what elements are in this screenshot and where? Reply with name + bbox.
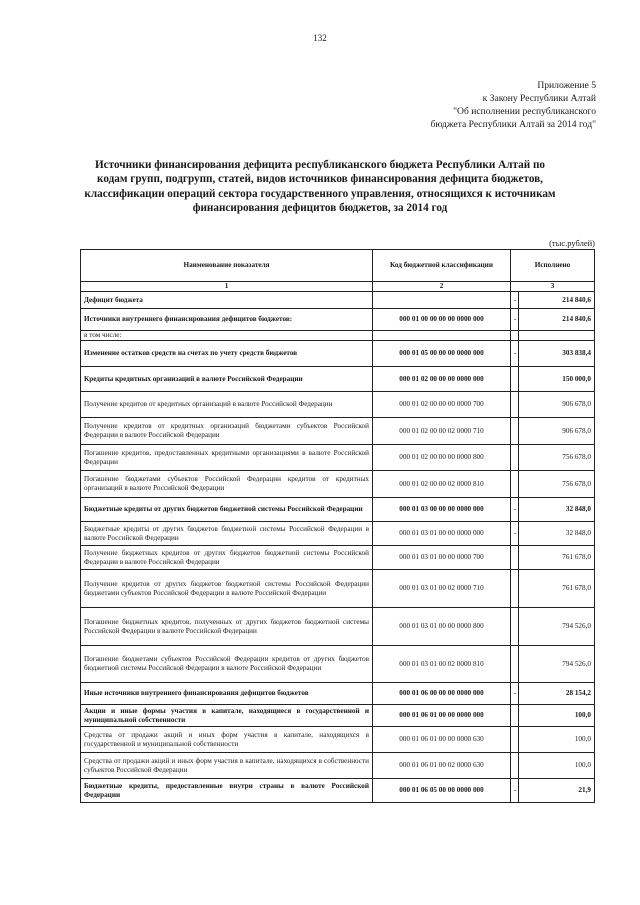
row-value: 303 838,4 [519, 341, 595, 367]
row-value: 906 678,0 [519, 418, 595, 445]
row-code: 000 01 06 01 00 02 0000 630 [373, 753, 511, 779]
row-sign [511, 570, 519, 608]
column-number: 1 [81, 282, 373, 292]
row-code: 000 01 03 01 00 00 0000 000 [373, 522, 511, 546]
row-value: 756 678,0 [519, 471, 595, 498]
row-name: Средства от продажи акций и иных форм участия в капитале, находящихся в собственности субъектов Российской Федерации [81, 753, 373, 779]
row-value: 761 678,0 [519, 546, 595, 570]
row-value: 28 154,2 [519, 683, 595, 705]
row-name: Дефицит бюджета [81, 292, 373, 309]
table-row [81, 418, 595, 445]
row-sign [511, 646, 519, 683]
header-value: Исполнено [511, 250, 595, 282]
table-row [81, 779, 595, 803]
row-name: Изменение остатков средств на счетах по учету средств бюджетов [81, 341, 373, 367]
row-name: Погашение кредитов, предоставленных кредитными организациями в валюте Российской Федерации [81, 445, 373, 471]
column-number: 3 [511, 282, 595, 292]
table-row [81, 646, 595, 683]
row-name: Погашение бюджетами субъектов Российской Федерации кредитов от кредитных организаций в валюте Российской Федерации [81, 471, 373, 498]
row-name: Бюджетные кредиты от других бюджетов бюджетной системы Российской Федерации в валюте Российской Федерации [81, 522, 373, 546]
row-name: Получение кредитов от других бюджетов бюджетной системы Российской Федерации бюджетами субъектов Российской Федерации в валюте Российской Федерации [81, 570, 373, 608]
table-row [81, 292, 595, 309]
document-title: Источники финансирования дефицита республиканского бюджета Республики Алтай по кодам групп, подгрупп, статей, видов источников финансирования дефицита бюджетов, классификации операций сектора государственного управления, относящихся к источникам финансирования дефицитов бюджетов, за 2014 год [84, 159, 556, 215]
row-name: Получение кредитов от кредитных организаций в валюте Российской Федерации [81, 392, 373, 418]
row-sign: - [511, 522, 519, 546]
row-sign [511, 445, 519, 471]
row-value: 214 840,6 [519, 292, 595, 309]
row-code: 000 01 05 00 00 00 0000 000 [373, 341, 511, 367]
row-value: 756 678,0 [519, 445, 595, 471]
row-name: Акции и иные формы участия в капитале, находящиеся в государственной и муниципальной собственности [81, 705, 373, 727]
row-value [519, 331, 595, 341]
row-name: Бюджетные кредиты от других бюджетов бюджетной системы Российской Федерации [81, 498, 373, 522]
row-sign [511, 753, 519, 779]
row-value: 761 678,0 [519, 570, 595, 608]
row-value: 214 840,6 [519, 309, 595, 331]
row-sign: - [511, 779, 519, 803]
row-value: 100,0 [519, 727, 595, 753]
row-code: 000 01 03 00 00 00 0000 000 [373, 498, 511, 522]
table-row [81, 522, 595, 546]
header-name: Наименование показателя [81, 250, 373, 282]
table-row [81, 341, 595, 367]
table-row [81, 608, 595, 646]
appendix-line: Приложение 5 [537, 80, 596, 91]
table-row [81, 705, 595, 727]
table-row [81, 727, 595, 753]
table-row [81, 309, 595, 331]
row-sign: - [511, 341, 519, 367]
row-code: 000 01 03 01 00 00 0000 800 [373, 608, 511, 646]
financing-sources-table [80, 249, 595, 803]
row-name: Погашение бюджетами субъектов Российской Федерации кредитов от других бюджетов бюджетной системы Российской Федерации в валюте Российской Федерации [81, 646, 373, 683]
row-name: Кредиты кредитных организаций в валюте Российской Федерации [81, 367, 373, 392]
row-value: 794 526,0 [519, 646, 595, 683]
row-name: Средства от продажи акций и иных форм участия в капитале, находящихся в государственной и муниципальной собственности [81, 727, 373, 753]
table-row [81, 367, 595, 392]
row-sign [511, 392, 519, 418]
table-row [81, 546, 595, 570]
row-sign [511, 608, 519, 646]
row-name: Иные источники внутреннего финансирования дефицитов бюджетов [81, 683, 373, 705]
row-code: 000 01 02 00 00 02 0000 710 [373, 418, 511, 445]
row-value: 100,0 [519, 753, 595, 779]
row-name: Получение кредитов от кредитных организаций бюджетами субъектов Российской Федерации в валюте Российской Федерации [81, 418, 373, 445]
row-sign: - [511, 683, 519, 705]
row-code: 000 01 02 00 00 00 0000 000 [373, 367, 511, 392]
appendix-heading [430, 79, 596, 131]
row-value: 100,0 [519, 705, 595, 727]
table-row [81, 471, 595, 498]
table-row [81, 331, 595, 341]
row-sign [511, 727, 519, 753]
row-code: 000 01 02 00 00 00 0000 800 [373, 445, 511, 471]
row-value: 32 848,0 [519, 522, 595, 546]
row-sign [511, 331, 519, 341]
row-name: в том числе: [81, 331, 373, 341]
row-code [373, 331, 511, 341]
column-number: 2 [373, 282, 511, 292]
row-value: 906 678,0 [519, 392, 595, 418]
row-sign [511, 471, 519, 498]
row-code: 000 01 03 01 00 02 0000 810 [373, 646, 511, 683]
row-code: 000 01 00 00 00 00 0000 000 [373, 309, 511, 331]
table-row [81, 498, 595, 522]
row-sign: - [511, 309, 519, 331]
row-value: 21,9 [519, 779, 595, 803]
row-code: 000 01 06 01 00 00 0000 630 [373, 727, 511, 753]
row-value: 150 000,0 [519, 367, 595, 392]
row-sign [511, 367, 519, 392]
table-row [81, 392, 595, 418]
appendix-line: к Закону Республики Алтай [482, 93, 596, 104]
row-code: 000 01 06 01 00 00 0000 000 [373, 705, 511, 727]
row-value: 32 848,0 [519, 498, 595, 522]
appendix-line: "Об исполнении республиканского [453, 106, 596, 117]
row-code: 000 01 02 00 00 02 0000 810 [373, 471, 511, 498]
table-row [81, 445, 595, 471]
row-value: 794 526,0 [519, 608, 595, 646]
row-sign [511, 418, 519, 445]
page-number: 132 [313, 33, 327, 43]
row-code: 000 01 03 01 00 02 0000 710 [373, 570, 511, 608]
row-sign: - [511, 292, 519, 309]
row-code: 000 01 02 00 00 00 0000 700 [373, 392, 511, 418]
row-code [373, 292, 511, 309]
row-code: 000 01 06 00 00 00 0000 000 [373, 683, 511, 705]
table-body [81, 292, 595, 803]
row-sign: - [511, 498, 519, 522]
row-name: Бюджетные кредиты, предоставленные внутри страны в валюте Российской Федерации [81, 779, 373, 803]
table-row [81, 683, 595, 705]
units-label: (тыс.рублей) [549, 238, 595, 248]
row-code: 000 01 03 01 00 00 0000 700 [373, 546, 511, 570]
table-row [81, 570, 595, 608]
row-name: Погашение бюджетных кредитов, полученных от других бюджетов бюджетной системы Российской Федерации в валюте Российской Федерации [81, 608, 373, 646]
row-sign [511, 546, 519, 570]
row-name: Получение бюджетных кредитов от других бюджетов бюджетной системы Российской Федерации в валюте Российской Федерации [81, 546, 373, 570]
appendix-line: бюджета Республики Алтай за 2014 год" [430, 119, 596, 130]
table-row [81, 753, 595, 779]
row-code: 000 01 06 05 00 00 0000 000 [373, 779, 511, 803]
row-sign [511, 705, 519, 727]
row-name: Источники внутреннего финансирования дефицитов бюджетов: [81, 309, 373, 331]
header-code: Код бюджетной классификации [373, 250, 511, 282]
